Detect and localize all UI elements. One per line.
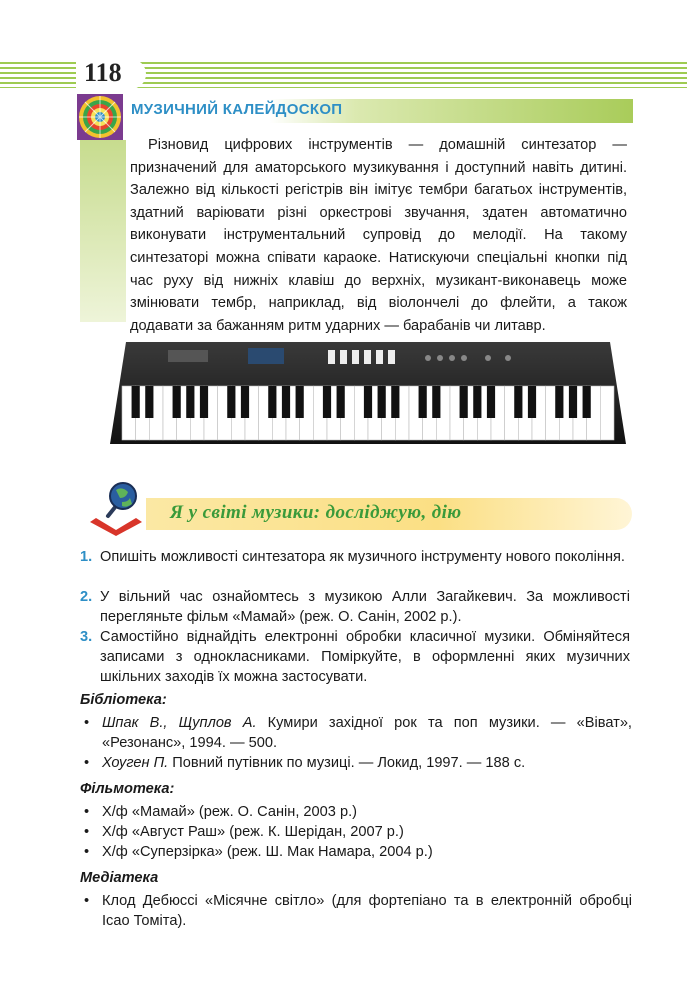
mediateka-heading: Медіатека [80, 870, 159, 886]
section-title: МУЗИЧНИЙ КАЛЕЙДОСКОП [131, 101, 343, 118]
library-heading: Бібліотека: [80, 692, 167, 708]
bullet: • [84, 893, 90, 909]
bullet: • [84, 755, 90, 771]
page-number: 118 [84, 58, 122, 87]
task-number: 3. [80, 629, 93, 645]
media-text: Клод Дебюссі «Місячне світло» (для фортепіано та в електронній обробці Ісао Томіта). [102, 893, 632, 929]
film-item [80, 802, 632, 822]
activity-title: Я у світі музики: досліджую, дію [170, 502, 462, 523]
task-item [80, 547, 630, 567]
kaleidoscope-icon [77, 94, 123, 140]
synthesizer-image [108, 336, 628, 456]
task-item [80, 627, 630, 687]
filmoteka-heading: Фільмотека: [80, 781, 175, 797]
section-sidebar [80, 140, 126, 322]
film-item [80, 842, 632, 862]
bullet: • [84, 824, 90, 840]
library-title: Повний путівник по музиці. — Локид, 1997. — 188 с. [168, 755, 526, 771]
media-item [80, 891, 632, 931]
task-number: 1. [80, 549, 93, 565]
library-author: Хоуген П. [102, 755, 169, 771]
bullet: • [84, 804, 90, 820]
task-text: Опишіть можливості синтезатора як музичного інструменту нового покоління. [100, 549, 625, 565]
task-item [80, 587, 630, 627]
bullet: • [84, 715, 90, 731]
library-title: Кумири західної рок та поп музики. — «Віват», «Резонанс», 1994. — 500. [102, 715, 632, 751]
magnifier-globe-icon [86, 478, 148, 540]
film-text: Х/ф «Суперзірка» (реж. Ш. Мак Намара, 2004 р.) [102, 844, 433, 860]
task-number: 2. [80, 589, 93, 605]
library-author: Шпак В., Щуплов А. [102, 715, 257, 731]
film-text: Х/ф «Мамай» (реж. О. Санін, 2003 р.) [102, 804, 357, 820]
film-item [80, 822, 632, 842]
task-text: Самостійно віднайдіть електронні обробки класичної музики. Обміняйтеся записами з однокласниками. Поміркуйте, в оформленні яких музичних шкільних заходів їх можна застосувати. [100, 629, 630, 685]
library-item [80, 713, 632, 753]
bullet: • [84, 844, 90, 860]
library-item [80, 753, 632, 773]
task-text: У вільний час ознайомтесь з музикою Алли Загайкевич. За можливості перегляньте фільм «Мамай» (реж. О. Санін, 2002 р.). [100, 589, 630, 625]
film-text: Х/ф «Август Раш» (реж. К. Шерідан, 2007 р.) [102, 824, 404, 840]
section-text: Різновид цифрових інструментів — домашній синтезатор — призначений для аматорського музикування і доступний навіть дитині. Залежно від кількості регістрів він імітує тембри багатьох інструментів, здатний варіювати різні оркестрові звучання, здатен автоматично виконувати інструментальний супровід до мелодії. На такому синтезаторі можна співати караоке. Натискуючи спеціальні кнопки під час руху від нижніх клавіш до верхніх, музикант-виконавець може змінювати тембр, наприклад, від віолончелі до флейти, а також додавати за бажанням ритм ударних — барабанів чи литавр. [130, 137, 627, 334]
